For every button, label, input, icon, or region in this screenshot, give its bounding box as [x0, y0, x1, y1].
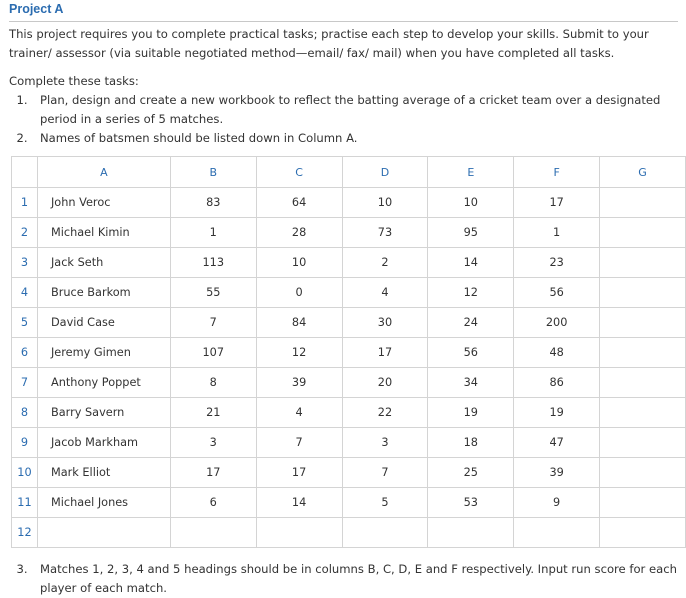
column-g-cell[interactable] — [600, 338, 686, 368]
task-number: 1. — [16, 93, 28, 107]
table-row — [12, 398, 686, 428]
column-header-row — [12, 157, 686, 188]
match-2-score-cell[interactable]: 10 — [256, 248, 342, 278]
match-5-score-cell[interactable]: 23 — [514, 248, 600, 278]
row-number: 12 — [12, 518, 38, 548]
task-number: 3. — [16, 562, 28, 576]
row-number: 3 — [12, 248, 38, 278]
match-4-score-cell[interactable]: 10 — [428, 188, 514, 218]
row-number: 10 — [12, 458, 38, 488]
row-number: 9 — [12, 428, 38, 458]
task-text: Names of batsmen should be listed down in Column A. — [40, 131, 358, 145]
match-3-score-cell[interactable]: 10 — [342, 188, 428, 218]
row-number: 7 — [12, 368, 38, 398]
table-row — [12, 218, 686, 248]
column-g-cell[interactable] — [600, 308, 686, 338]
match-3-score-cell[interactable]: 7 — [342, 458, 428, 488]
match-3-score-cell[interactable]: 4 — [342, 278, 428, 308]
match-1-score-cell[interactable]: 55 — [170, 278, 256, 308]
match-1-score-cell[interactable]: 107 — [170, 338, 256, 368]
match-2-score-cell[interactable]: 12 — [256, 338, 342, 368]
match-3-score-cell[interactable] — [342, 518, 428, 548]
batsman-name-cell[interactable]: Anthony Poppet — [37, 368, 170, 398]
match-5-score-cell[interactable]: 200 — [514, 308, 600, 338]
match-3-score-cell[interactable]: 2 — [342, 248, 428, 278]
column-g-cell[interactable] — [600, 428, 686, 458]
match-2-score-cell[interactable]: 39 — [256, 368, 342, 398]
task-number: 2. — [16, 131, 28, 145]
column-g-cell[interactable] — [600, 248, 686, 278]
match-1-score-cell[interactable]: 8 — [170, 368, 256, 398]
match-5-score-cell[interactable]: 56 — [514, 278, 600, 308]
project-intro: This project requires you to complete practical tasks; practise each step to develop your skills. Submit to your trainer/ assessor (via suitable negotiated method—email/ fax/ mail) when you have completed all tasks. — [9, 27, 649, 60]
column-g-cell[interactable] — [600, 488, 686, 518]
match-4-score-cell[interactable]: 19 — [428, 398, 514, 428]
match-2-score-cell[interactable]: 0 — [256, 278, 342, 308]
match-1-score-cell[interactable]: 7 — [170, 308, 256, 338]
row-number: 8 — [12, 398, 38, 428]
match-4-score-cell[interactable]: 14 — [428, 248, 514, 278]
spreadsheet-table — [11, 156, 686, 548]
match-3-score-cell[interactable]: 22 — [342, 398, 428, 428]
match-3-score-cell[interactable]: 30 — [342, 308, 428, 338]
match-5-score-cell[interactable]: 17 — [514, 188, 600, 218]
match-3-score-cell[interactable]: 73 — [342, 218, 428, 248]
match-4-score-cell[interactable]: 18 — [428, 428, 514, 458]
match-4-score-cell[interactable]: 12 — [428, 278, 514, 308]
row-number: 11 — [12, 488, 38, 518]
match-2-score-cell[interactable] — [256, 518, 342, 548]
match-2-score-cell[interactable]: 14 — [256, 488, 342, 518]
table-row — [12, 428, 686, 458]
table-row — [12, 458, 686, 488]
table-row — [12, 308, 686, 338]
batsman-name-cell[interactable]: Michael Jones — [37, 488, 170, 518]
match-4-score-cell[interactable]: 25 — [428, 458, 514, 488]
match-2-score-cell[interactable]: 4 — [256, 398, 342, 428]
tasks-heading: Complete these tasks: — [9, 74, 139, 88]
match-4-score-cell[interactable]: 24 — [428, 308, 514, 338]
match-5-score-cell[interactable]: 19 — [514, 398, 600, 428]
batsman-name-cell[interactable]: David Case — [37, 308, 170, 338]
table-row — [12, 338, 686, 368]
match-5-score-cell[interactable]: 39 — [514, 458, 600, 488]
corner-cell — [12, 157, 38, 188]
match-4-score-cell[interactable]: 56 — [428, 338, 514, 368]
column-g-cell[interactable] — [600, 398, 686, 428]
row-number: 2 — [12, 218, 38, 248]
column-header-g[interactable]: G — [600, 157, 686, 188]
table-row — [12, 518, 686, 548]
column-g-cell[interactable] — [600, 368, 686, 398]
match-3-score-cell[interactable]: 17 — [342, 338, 428, 368]
table-row — [12, 488, 686, 518]
batsman-name-cell[interactable]: Mark Elliot — [37, 458, 170, 488]
column-header-b[interactable]: B — [170, 157, 256, 188]
match-4-score-cell[interactable]: 53 — [428, 488, 514, 518]
match-1-score-cell[interactable] — [170, 518, 256, 548]
column-g-cell[interactable] — [600, 218, 686, 248]
batsman-name-cell[interactable] — [37, 518, 170, 548]
match-2-score-cell[interactable]: 84 — [256, 308, 342, 338]
batsman-name-cell[interactable]: Jack Seth — [37, 248, 170, 278]
batsman-name-cell[interactable]: Michael Kimin — [37, 218, 170, 248]
title-divider — [9, 21, 678, 22]
match-5-score-cell[interactable]: 9 — [514, 488, 600, 518]
column-header-f[interactable]: F — [514, 157, 600, 188]
column-g-cell[interactable] — [600, 458, 686, 488]
match-4-score-cell[interactable]: 95 — [428, 218, 514, 248]
column-g-cell[interactable] — [600, 188, 686, 218]
column-header-a[interactable]: A — [37, 157, 170, 188]
project-title: Project A — [9, 2, 64, 16]
batsman-name-cell[interactable]: Bruce Barkom — [37, 278, 170, 308]
column-g-cell[interactable] — [600, 518, 686, 548]
match-4-score-cell[interactable] — [428, 518, 514, 548]
match-2-score-cell[interactable]: 64 — [256, 188, 342, 218]
column-header-e[interactable]: E — [428, 157, 514, 188]
row-number: 1 — [12, 188, 38, 218]
match-1-score-cell[interactable]: 3 — [170, 428, 256, 458]
match-1-score-cell[interactable]: 1 — [170, 218, 256, 248]
match-3-score-cell[interactable]: 20 — [342, 368, 428, 398]
match-2-score-cell[interactable]: 28 — [256, 218, 342, 248]
table-row — [12, 248, 686, 278]
match-1-score-cell[interactable]: 113 — [170, 248, 256, 278]
batsman-name-cell[interactable]: Jacob Markham — [37, 428, 170, 458]
match-3-score-cell[interactable]: 3 — [342, 428, 428, 458]
batsman-name-cell[interactable]: Barry Savern — [37, 398, 170, 428]
batsman-name-cell[interactable]: John Veroc — [37, 188, 170, 218]
row-number: 6 — [12, 338, 38, 368]
match-5-score-cell[interactable]: 86 — [514, 368, 600, 398]
match-1-score-cell[interactable]: 83 — [170, 188, 256, 218]
match-5-score-cell[interactable]: 48 — [514, 338, 600, 368]
table-row — [12, 278, 686, 308]
match-5-score-cell[interactable]: 1 — [514, 218, 600, 248]
match-5-score-cell[interactable]: 47 — [514, 428, 600, 458]
match-2-score-cell[interactable]: 7 — [256, 428, 342, 458]
task-text: Matches 1, 2, 3, 4 and 5 headings should be in columns B, C, D, E and F respectively. Input run score for each player of each match. — [40, 562, 677, 595]
match-5-score-cell[interactable] — [514, 518, 600, 548]
column-header-c[interactable]: C — [256, 157, 342, 188]
table-row — [12, 188, 686, 218]
row-number: 5 — [12, 308, 38, 338]
task-text: Plan, design and create a new workbook to reflect the batting average of a cricket team over a designated period in a series of 5 matches. — [40, 93, 661, 126]
match-1-score-cell[interactable]: 21 — [170, 398, 256, 428]
row-number: 4 — [12, 278, 38, 308]
match-2-score-cell[interactable]: 17 — [256, 458, 342, 488]
match-1-score-cell[interactable]: 6 — [170, 488, 256, 518]
match-1-score-cell[interactable]: 17 — [170, 458, 256, 488]
column-header-d[interactable]: D — [342, 157, 428, 188]
column-g-cell[interactable] — [600, 278, 686, 308]
match-3-score-cell[interactable]: 5 — [342, 488, 428, 518]
batsman-name-cell[interactable]: Jeremy Gimen — [37, 338, 170, 368]
table-row — [12, 368, 686, 398]
match-4-score-cell[interactable]: 34 — [428, 368, 514, 398]
